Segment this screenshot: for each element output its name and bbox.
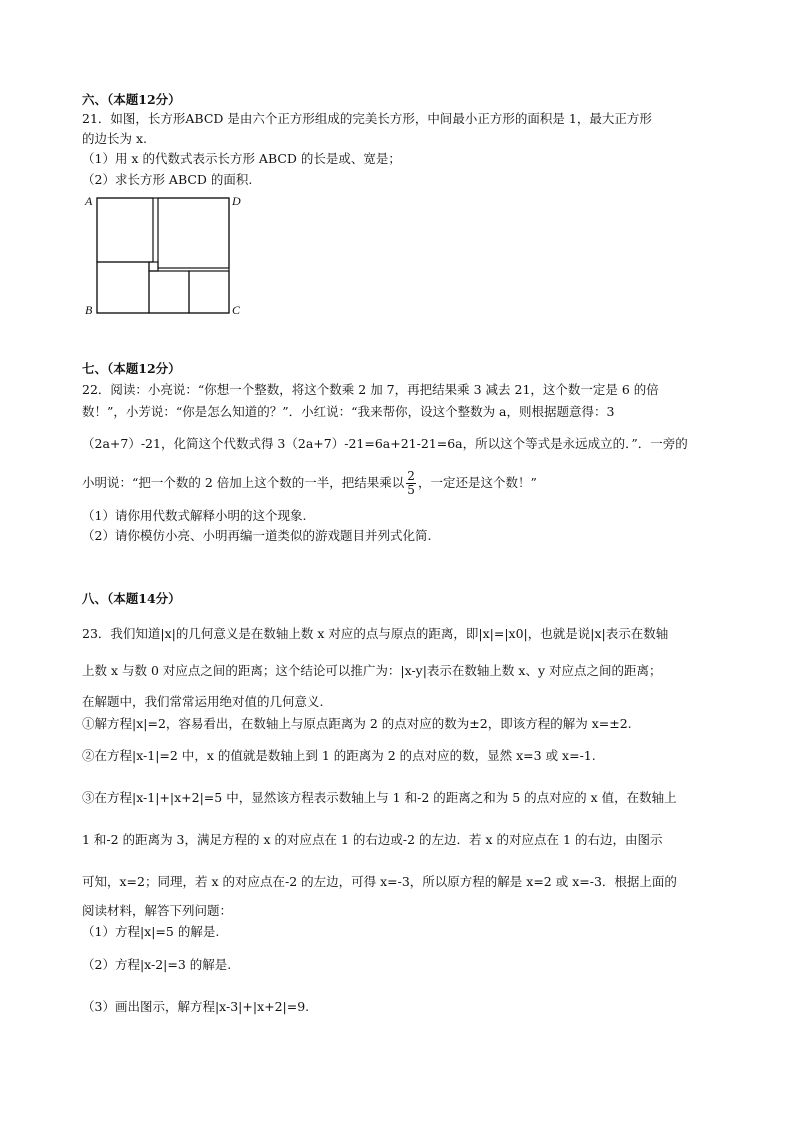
square-bottom-left: [97, 262, 149, 313]
fraction-denominator: 5: [407, 483, 415, 497]
q23-subquestion-1: （1）方程|x|=5 的解是.: [82, 924, 220, 939]
q23-item-3-line-2: 1 和-2 的距离为 3，满足方程的 x 的对应点在 1 的右边或-2 的左边．若 x 的对应点在 1 的右边，由图示: [82, 832, 663, 847]
square-top-left: [97, 198, 153, 262]
q21-subquestion-2: （2）求长方形 ABCD 的面积.: [82, 172, 253, 187]
q23-item-3-line-1: ③在方程|x-1|+|x+2|=5 中，显然该方程表示数轴上与 1 和-2 的距离之和为 5 的点对应的 x 值，在数轴上: [82, 790, 677, 805]
q22-text-line-4: [82, 470, 722, 497]
fraction-two-fifths: [406, 470, 416, 497]
q23-text-line-2: 上数 x 与数 0 对应点之间的距离；这个结论可以推广为：|x-y|表示在数轴上数 x、y 对应点之间的距离；: [82, 663, 662, 678]
q23-item-1: ①解方程|x|=2，容易看出，在数轴上与原点距离为 2 的点对应的数为±2，即该方程的解为 x=±2.: [82, 716, 632, 731]
q23-item-2: ②在方程|x-1|=2 中，x 的值就是数轴上到 1 的距离为 2 的点对应的数，显然 x=3 或 x=-1.: [82, 748, 596, 763]
section-7-heading: 七、（本题12分）: [82, 361, 181, 376]
q23-subquestion-3: （3）画出图示，解方程|x-3|+|x+2|=9.: [82, 999, 310, 1014]
q23-item-3-line-3: 可知，x=2；同理，若 x 的对应点在-2 的左边，可得 x=-3，所以原方程的解是 x=2 或 x=-3．根据上面的: [82, 874, 677, 889]
square-smallest-center: [149, 262, 158, 271]
q23-text-line-1: 23．我们知道|x|的几何意义是在数轴上数 x 对应的点与原点的距离，即|x|=|x0|，也就是说|x|表示在数轴: [82, 626, 669, 641]
q22-line-4-start: 小明说：“把一个数的 2 倍加上这个数的一半，把结果乘以: [82, 475, 405, 490]
figure-label-c: C: [232, 303, 241, 317]
square-bottom-right: [189, 271, 229, 313]
q21-subquestion-1: （1）用 x 的代数式表示长方形 ABCD 的长是或、宽是；: [82, 151, 401, 166]
figure-label-d: D: [232, 194, 241, 208]
q22-text-line-3: （2a+7）-21，化简这个代数式得 3（2a+7）-21=6a+21-21=6a，所以这个等式是永远成立的．”．一旁的: [82, 436, 688, 451]
q22-text-line-1: 22．阅读：小亮说：“你想一个整数，将这个数乘 2 加 7，再把结果乘 3 减去 21，这个数一定是 6 的倍: [82, 382, 659, 397]
section-8-heading: 八、（本题14分）: [82, 591, 181, 606]
q23-item-3-line-4: 阅读材料，解答下列问题：: [82, 903, 233, 918]
q22-subquestion-1: （1）请你用代数式解释小明的这个现象.: [82, 508, 307, 523]
figure-label-a: A: [85, 194, 93, 208]
q21-text-line-1: 21．如图，长方形ABCD 是由六个正方形组成的完美长方形，中间最小正方形的面积是 1，最大正方形: [82, 111, 652, 126]
fraction-numerator: 2: [407, 469, 415, 483]
q22-subquestion-2: （2）请你模仿小亮、小明再编一道类似的游戏题目并列式化简.: [82, 528, 432, 543]
rectangle-squares-figure: [96, 195, 230, 315]
square-bottom-middle: [149, 271, 189, 313]
q21-text-line-2: 的边长为 x.: [82, 131, 147, 146]
square-top-right-largest: [158, 198, 229, 268]
q23-subquestion-2: （2）方程|x-2|=3 的解是.: [82, 957, 232, 972]
outer-rectangle-abcd: [97, 198, 229, 313]
figure-label-b: B: [85, 303, 93, 317]
q22-text-line-2: 数！”，小芳说：“你是怎么知道的？”．小红说：“我来帮你，设这个整数为 a，则根据题意得：3: [82, 404, 615, 419]
q23-text-line-3: 在解题中，我们常常运用绝对值的几何意义.: [82, 694, 324, 709]
section-6-heading: 六、（本题12分）: [82, 92, 181, 107]
q22-line-4-end: ，一定还是这个数！”: [417, 475, 537, 490]
